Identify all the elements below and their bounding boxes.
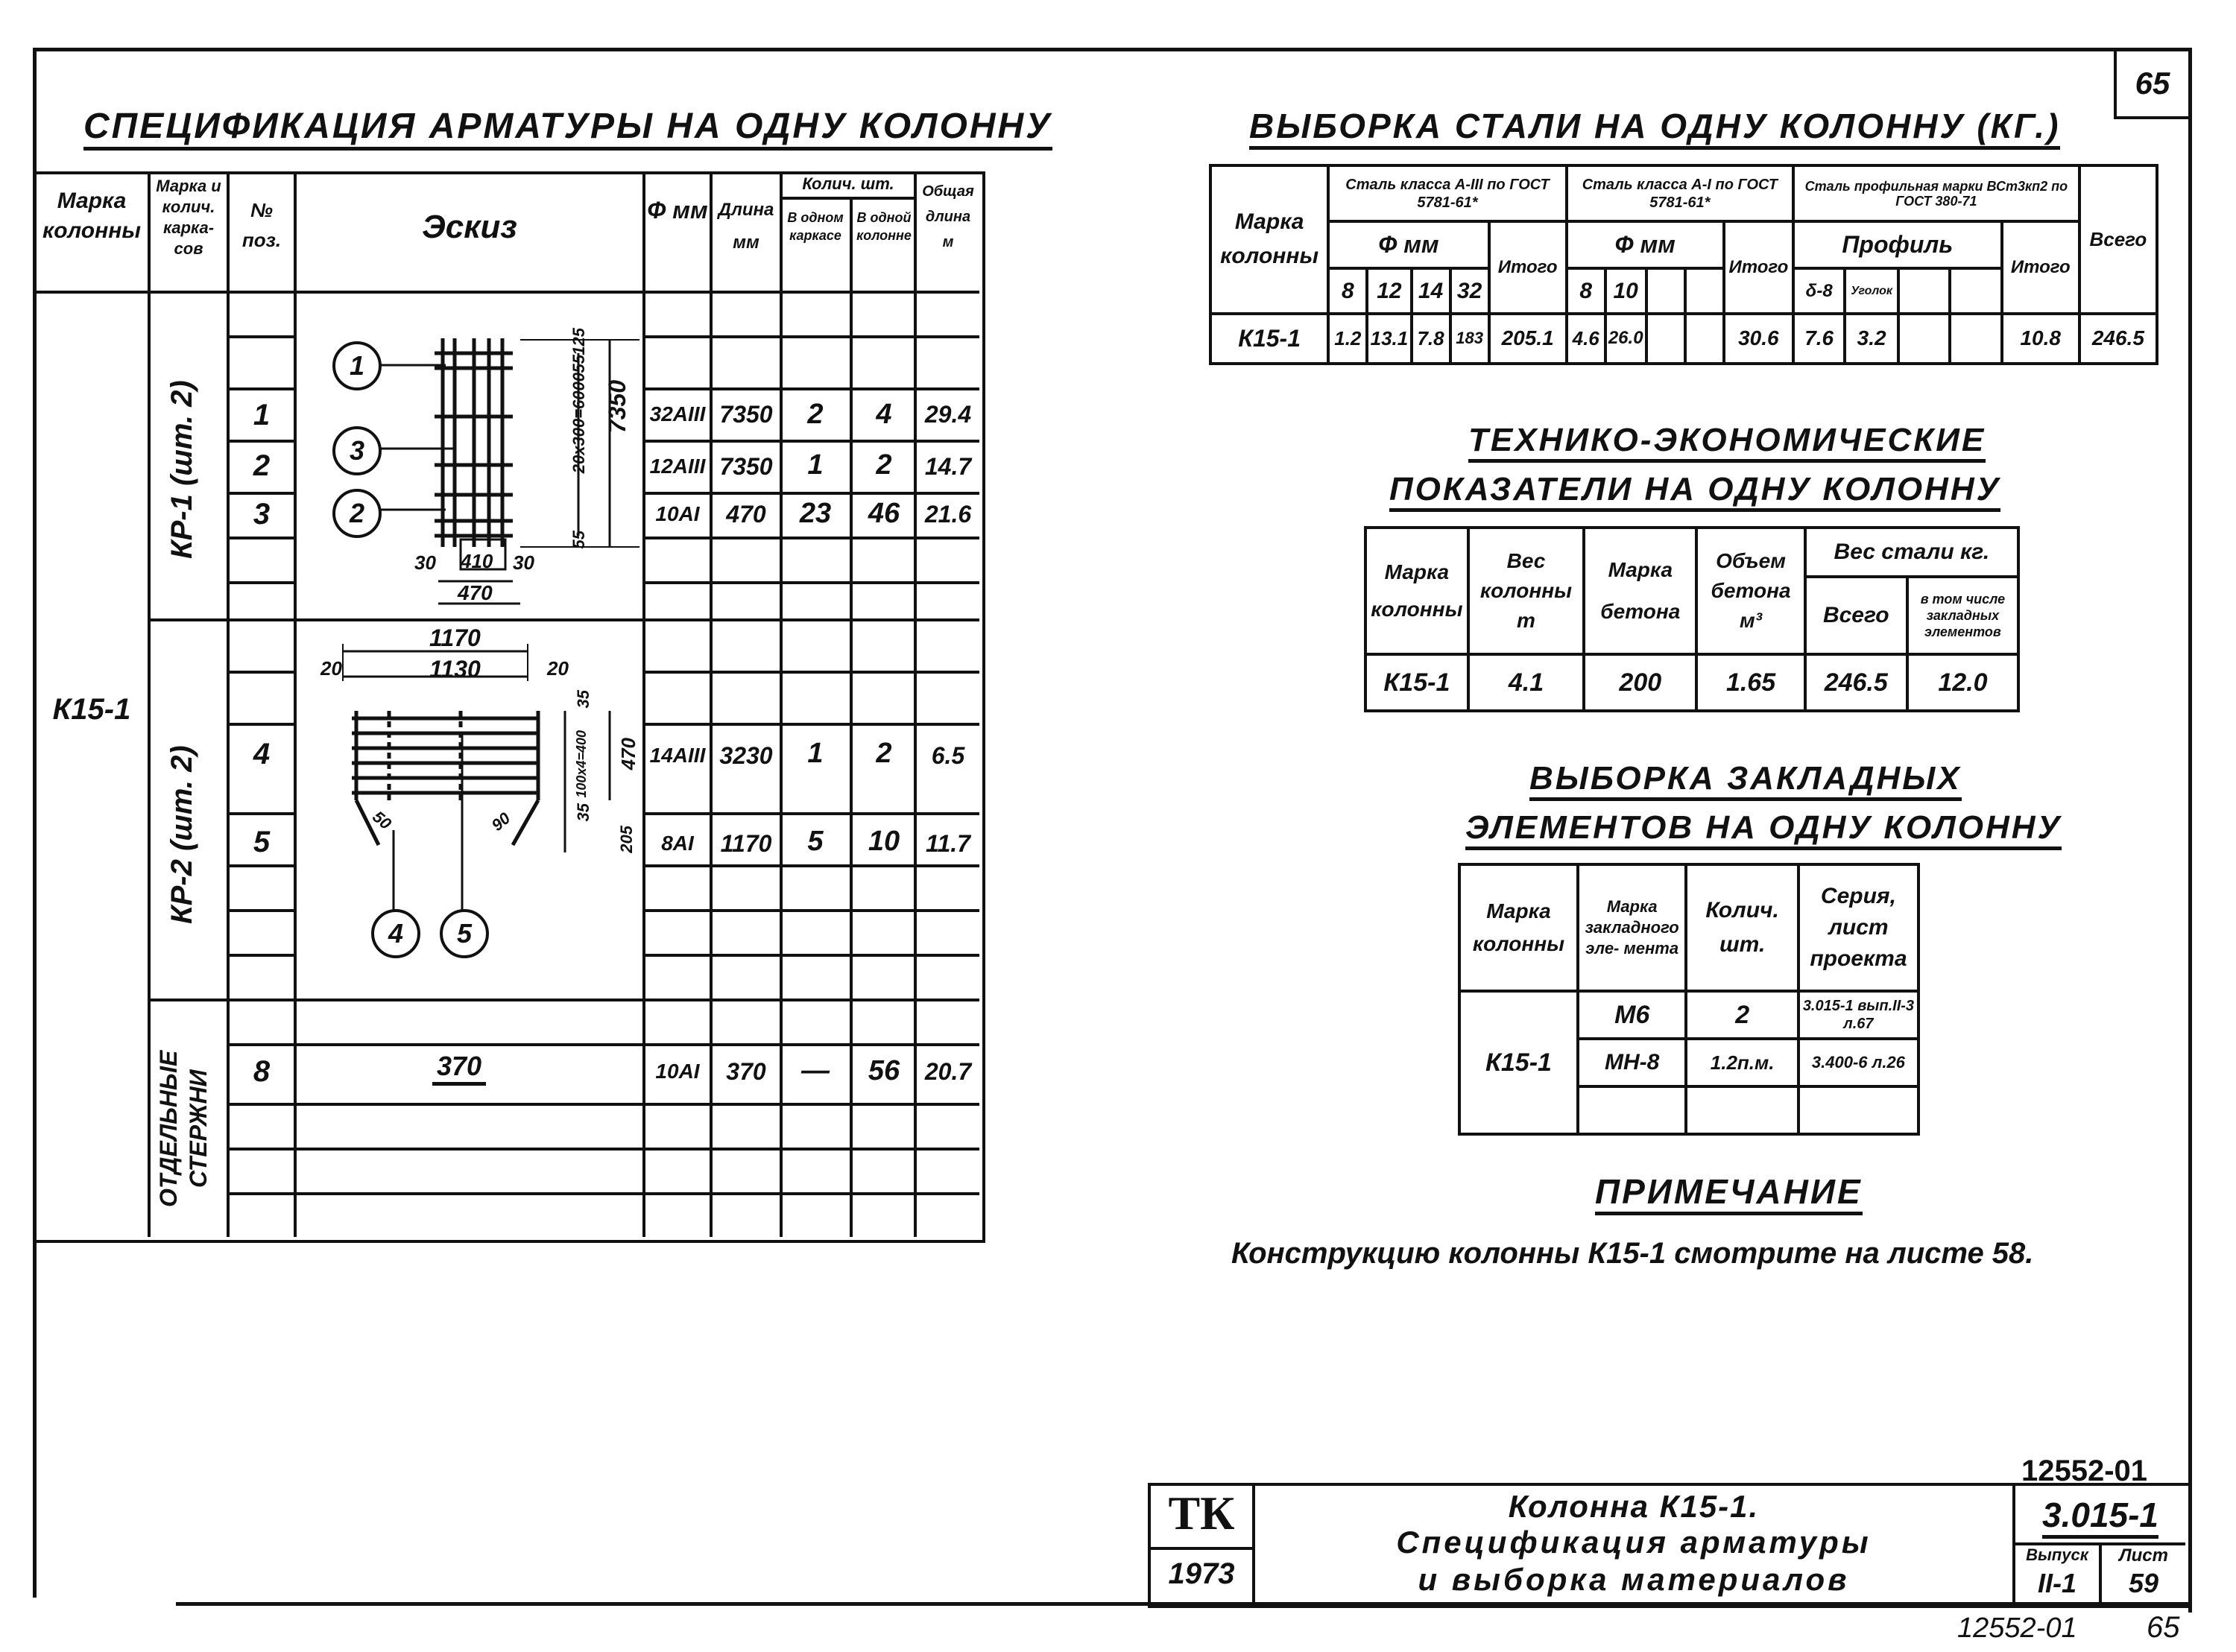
dim-125: 125 <box>569 328 588 355</box>
emb-col-mark: К15-1 <box>1459 991 1578 1134</box>
steel-a1-y <box>1685 314 1724 364</box>
steel-h-dia-a3: Ф мм <box>1328 221 1488 268</box>
row-col: 2 <box>876 738 892 769</box>
dim-205: 205 <box>617 826 636 853</box>
row-cage: 1 <box>807 738 824 769</box>
hdr-count-col: В одной колонне <box>856 210 912 243</box>
steel-d-a3-8: 8 <box>1328 268 1367 314</box>
row-pos: 3 <box>253 498 271 531</box>
tech-h-volume: Объем бетона м³ <box>1696 528 1804 654</box>
row-cage: 5 <box>807 826 824 857</box>
hdr-col-mark: Марка колонны <box>42 189 141 243</box>
tb-h-issue: Выпуск <box>2026 1545 2088 1564</box>
row-dia: 10АI <box>655 1060 700 1083</box>
row-dia: 10АI <box>655 502 700 525</box>
steel-h-dia-a1: Ф мм <box>1567 221 1724 268</box>
row-total: 6.5 <box>931 742 965 769</box>
hdr-length: Длина мм <box>718 200 774 253</box>
tech-h-weight: Вес колонны т <box>1468 528 1584 654</box>
row-col: 10 <box>868 826 900 857</box>
steel-h-itogo-a1: Итого <box>1724 221 1793 314</box>
tb-h-sheet: Лист <box>2119 1545 2168 1566</box>
steel-a1-x <box>1646 314 1685 364</box>
group-kr2: КР-2 (шт. 2) <box>165 745 198 924</box>
steel-a1-8: 4.6 <box>1567 314 1605 364</box>
row-cage: 23 <box>799 498 832 529</box>
dim-35-top: 35 <box>574 690 593 709</box>
steel-d-a1-y <box>1685 268 1724 314</box>
steel-h-a1: Сталь класса А-I по ГОСТ 5781-61* <box>1567 165 1793 221</box>
dim-hook-50: 50 <box>369 807 395 834</box>
row-len: 7350 <box>719 401 773 428</box>
group-kr1: КР-1 (шт. 2) <box>165 380 198 559</box>
tech-h-steel: Вес стали кг. <box>1805 528 2018 577</box>
steel-d-a1-10: 10 <box>1605 268 1646 314</box>
row-cage: 2 <box>807 399 824 430</box>
tb-issue: II-1 <box>2037 1568 2076 1598</box>
dim-20-right: 20 <box>547 657 569 680</box>
callout-4: 4 <box>371 909 420 958</box>
tech-row-incl: 12.0 <box>1907 654 2018 711</box>
row-col: 2 <box>876 449 892 481</box>
dim-55-top: 55 <box>569 355 588 373</box>
tech-row-concrete: 200 <box>1584 654 1696 711</box>
tb-sheet: 59 <box>2128 1568 2159 1598</box>
corner-page-number: 65 <box>2135 66 2170 101</box>
emb-qty: 1.2п.м. <box>1686 1039 1798 1086</box>
steel-a3-14: 7.8 <box>1412 314 1450 364</box>
callout-1: 1 <box>332 341 382 390</box>
row-pos: 8 <box>253 1055 271 1088</box>
embedded-title-2: ЭЛЕМЕНТОВ НА ОДНУ КОЛОННУ <box>1465 809 2062 850</box>
row-pos: 4 <box>253 738 271 770</box>
dim-55-bottom: 55 <box>569 531 588 549</box>
row-total: 14.7 <box>924 453 972 480</box>
steel-h-a3: Сталь класса А-III по ГОСТ 5781-61* <box>1328 165 1566 221</box>
row-col: 46 <box>868 498 900 529</box>
row-len: 3230 <box>719 742 773 769</box>
hdr-cage-mark: Марка и колич. карка- сов <box>156 177 221 258</box>
row-total: 11.7 <box>926 830 970 857</box>
dim-1130: 1130 <box>429 656 481 683</box>
steel-d-prof-x <box>1898 268 1950 314</box>
embedded-title-1: ВЫБОРКА ЗАКЛАДНЫХ <box>1529 760 1962 801</box>
steel-row-mark: К15-1 <box>1210 314 1328 364</box>
tb-line-2: Спецификация арматуры <box>1396 1525 1872 1560</box>
row-dia: 14АIII <box>649 744 706 767</box>
tb-line-3: и выборка материалов <box>1418 1562 1850 1597</box>
dim-470-vert: 470 <box>617 738 639 770</box>
sheet-border-right <box>2188 48 2192 1613</box>
row-total: 29.4 <box>924 401 972 428</box>
row-col: 4 <box>876 399 892 430</box>
dim-6000: 20x300=6000 <box>569 373 588 474</box>
tb-year: 1973 <box>1168 1557 1235 1590</box>
row-len: 470 <box>726 501 766 528</box>
steel-h-mark: Марка колонны <box>1210 165 1328 314</box>
dim-470: 470 <box>458 581 493 604</box>
steel-a3-8: 1.2 <box>1328 314 1367 364</box>
dim-7350: 7350 <box>604 380 631 434</box>
emb-h-qty: Колич. шт. <box>1686 864 1798 991</box>
tech-h-mark: Марка колонны <box>1365 528 1468 654</box>
tech-h-total: Всего <box>1805 577 1907 654</box>
corner-page-box <box>2114 48 2191 119</box>
steel-h-itogo-prof: Итого <box>2002 221 2079 314</box>
emb-h-series: Серия, лист проекта <box>1798 864 1918 991</box>
steel-d-a3-12: 12 <box>1367 268 1411 314</box>
steel-h-grand: Всего <box>2079 165 2157 314</box>
bottom-code: 12552-01 <box>1957 1613 2077 1644</box>
steel-table <box>1209 164 2158 365</box>
steel-title: ВЫБОРКА СТАЛИ НА ОДНУ КОЛОННУ (КГ.) <box>1249 106 2060 150</box>
row-total: 20.7 <box>924 1058 972 1085</box>
steel-d-a1-8: 8 <box>1567 268 1605 314</box>
steel-a1-total: 30.6 <box>1724 314 1793 364</box>
row-dia: 8АI <box>661 832 694 855</box>
dim-1170: 1170 <box>429 624 481 651</box>
row-len: 370 <box>726 1058 766 1085</box>
callout-3: 3 <box>332 426 382 475</box>
note-text: Конструкцию колонны К15-1 смотрите на листе 58. <box>1231 1237 2034 1270</box>
row-len: 7350 <box>719 453 773 480</box>
emb-h-elem: Марка закладного эле- мента <box>1578 864 1686 991</box>
dim-30-right: 30 <box>513 551 534 574</box>
callout-2: 2 <box>332 489 382 538</box>
dim-370-bar: 370 <box>432 1051 486 1086</box>
row-cage: 1 <box>807 449 824 481</box>
tb-line-1: Колонна К15-1. <box>1508 1489 1760 1524</box>
hdr-sketch: Эскиз <box>422 209 517 245</box>
steel-a1-10: 26.0 <box>1605 314 1646 364</box>
tech-h-concrete: Марка бетона <box>1584 528 1696 654</box>
row-pos: 5 <box>253 826 271 858</box>
column-mark: К15-1 <box>52 693 131 726</box>
row-pos: 1 <box>253 399 271 431</box>
steel-prof-angle: 3.2 <box>1845 314 1898 364</box>
tb-code-top: 12552-01 <box>2021 1455 2148 1487</box>
row-total: 21.6 <box>924 501 972 528</box>
tb-logo: ТК <box>1168 1487 1235 1539</box>
tech-row-total: 246.5 <box>1805 654 1907 711</box>
steel-a3-12: 13.1 <box>1367 314 1411 364</box>
steel-h-prof: Сталь профильная марки ВСт3кп2 по ГОСТ 380-71 <box>1793 165 2079 221</box>
row-len: 1170 <box>720 830 772 857</box>
hdr-dia: Ф мм <box>647 197 708 224</box>
dim-30-left: 30 <box>414 551 436 574</box>
dim-35-bottom: 35 <box>574 803 593 822</box>
tech-table <box>1364 526 2020 712</box>
note-title: ПРИМЕЧАНИЕ <box>1595 1171 1863 1215</box>
spec-title: СПЕЦИФИКАЦИЯ АРМАТУРЫ НА ОДНУ КОЛОННУ <box>83 106 1052 151</box>
sheet-border-top <box>33 48 2191 51</box>
row-dia: 32АIII <box>649 402 706 425</box>
tech-row-volume: 1.65 <box>1696 654 1804 711</box>
hdr-total-len: Общая длина м <box>922 183 974 250</box>
steel-a3-32: 183 <box>1450 314 1489 364</box>
hdr-pos: № поз. <box>241 199 282 251</box>
steel-d-a3-32: 32 <box>1450 268 1489 314</box>
steel-d-prof-angle: Уголок <box>1845 268 1898 314</box>
steel-a3-total: 205.1 <box>1489 314 1567 364</box>
tech-title-1: ТЕХНИКО-ЭКОНОМИЧЕСКИЕ <box>1468 422 1986 463</box>
dim-410: 410 <box>461 550 493 572</box>
emb-elem: МН-8 <box>1578 1039 1686 1086</box>
emb-qty: 2 <box>1686 991 1798 1039</box>
hdr-count-cage: В одном каркасе <box>787 210 844 243</box>
row-cage: — <box>801 1055 830 1086</box>
bottom-page: 65 <box>2147 1611 2180 1644</box>
tech-title-2: ПОКАЗАТЕЛИ НА ОДНУ КОЛОННУ <box>1389 471 2000 512</box>
emb-series: 3.400-6 л.26 <box>1798 1039 1918 1086</box>
row-pos: 2 <box>253 449 271 482</box>
tech-row-mark: К15-1 <box>1365 654 1468 711</box>
row-col: 56 <box>868 1055 900 1086</box>
tech-h-incl: в том числе закладных элементов <box>1907 577 2018 654</box>
steel-prof-plate: 7.6 <box>1793 314 1845 364</box>
dim-400: 100x4=400 <box>574 730 589 798</box>
steel-d-a1-x <box>1646 268 1685 314</box>
steel-prof-x <box>1898 314 1950 364</box>
steel-h-itogo-a3: Итого <box>1489 221 1567 314</box>
emb-series: 3.015-1 вып.II-3 л.67 <box>1798 991 1918 1039</box>
steel-d-a3-14: 14 <box>1412 268 1450 314</box>
tech-row-weight: 4.1 <box>1468 654 1584 711</box>
dim-20-left: 20 <box>320 657 342 680</box>
embedded-table <box>1458 863 1920 1136</box>
hdr-count-group: Колич. шт. <box>802 174 894 193</box>
callout-5: 5 <box>440 909 489 958</box>
steel-h-profile: Профиль <box>1793 221 2002 268</box>
steel-grand-total: 246.5 <box>2079 314 2157 364</box>
steel-d-prof-plate: δ-8 <box>1793 268 1845 314</box>
emb-elem: М6 <box>1578 991 1686 1039</box>
dim-hook-90: 90 <box>487 808 514 835</box>
row-dia: 12АIII <box>649 455 706 478</box>
group-separate-bars: ОТДЕЛЬНЫЕ СТЕРЖНИ <box>155 1050 212 1208</box>
steel-prof-total: 10.8 <box>2002 314 2079 364</box>
emb-h-mark: Марка колонны <box>1459 864 1578 991</box>
tb-series: 3.015-1 <box>2042 1495 2158 1539</box>
